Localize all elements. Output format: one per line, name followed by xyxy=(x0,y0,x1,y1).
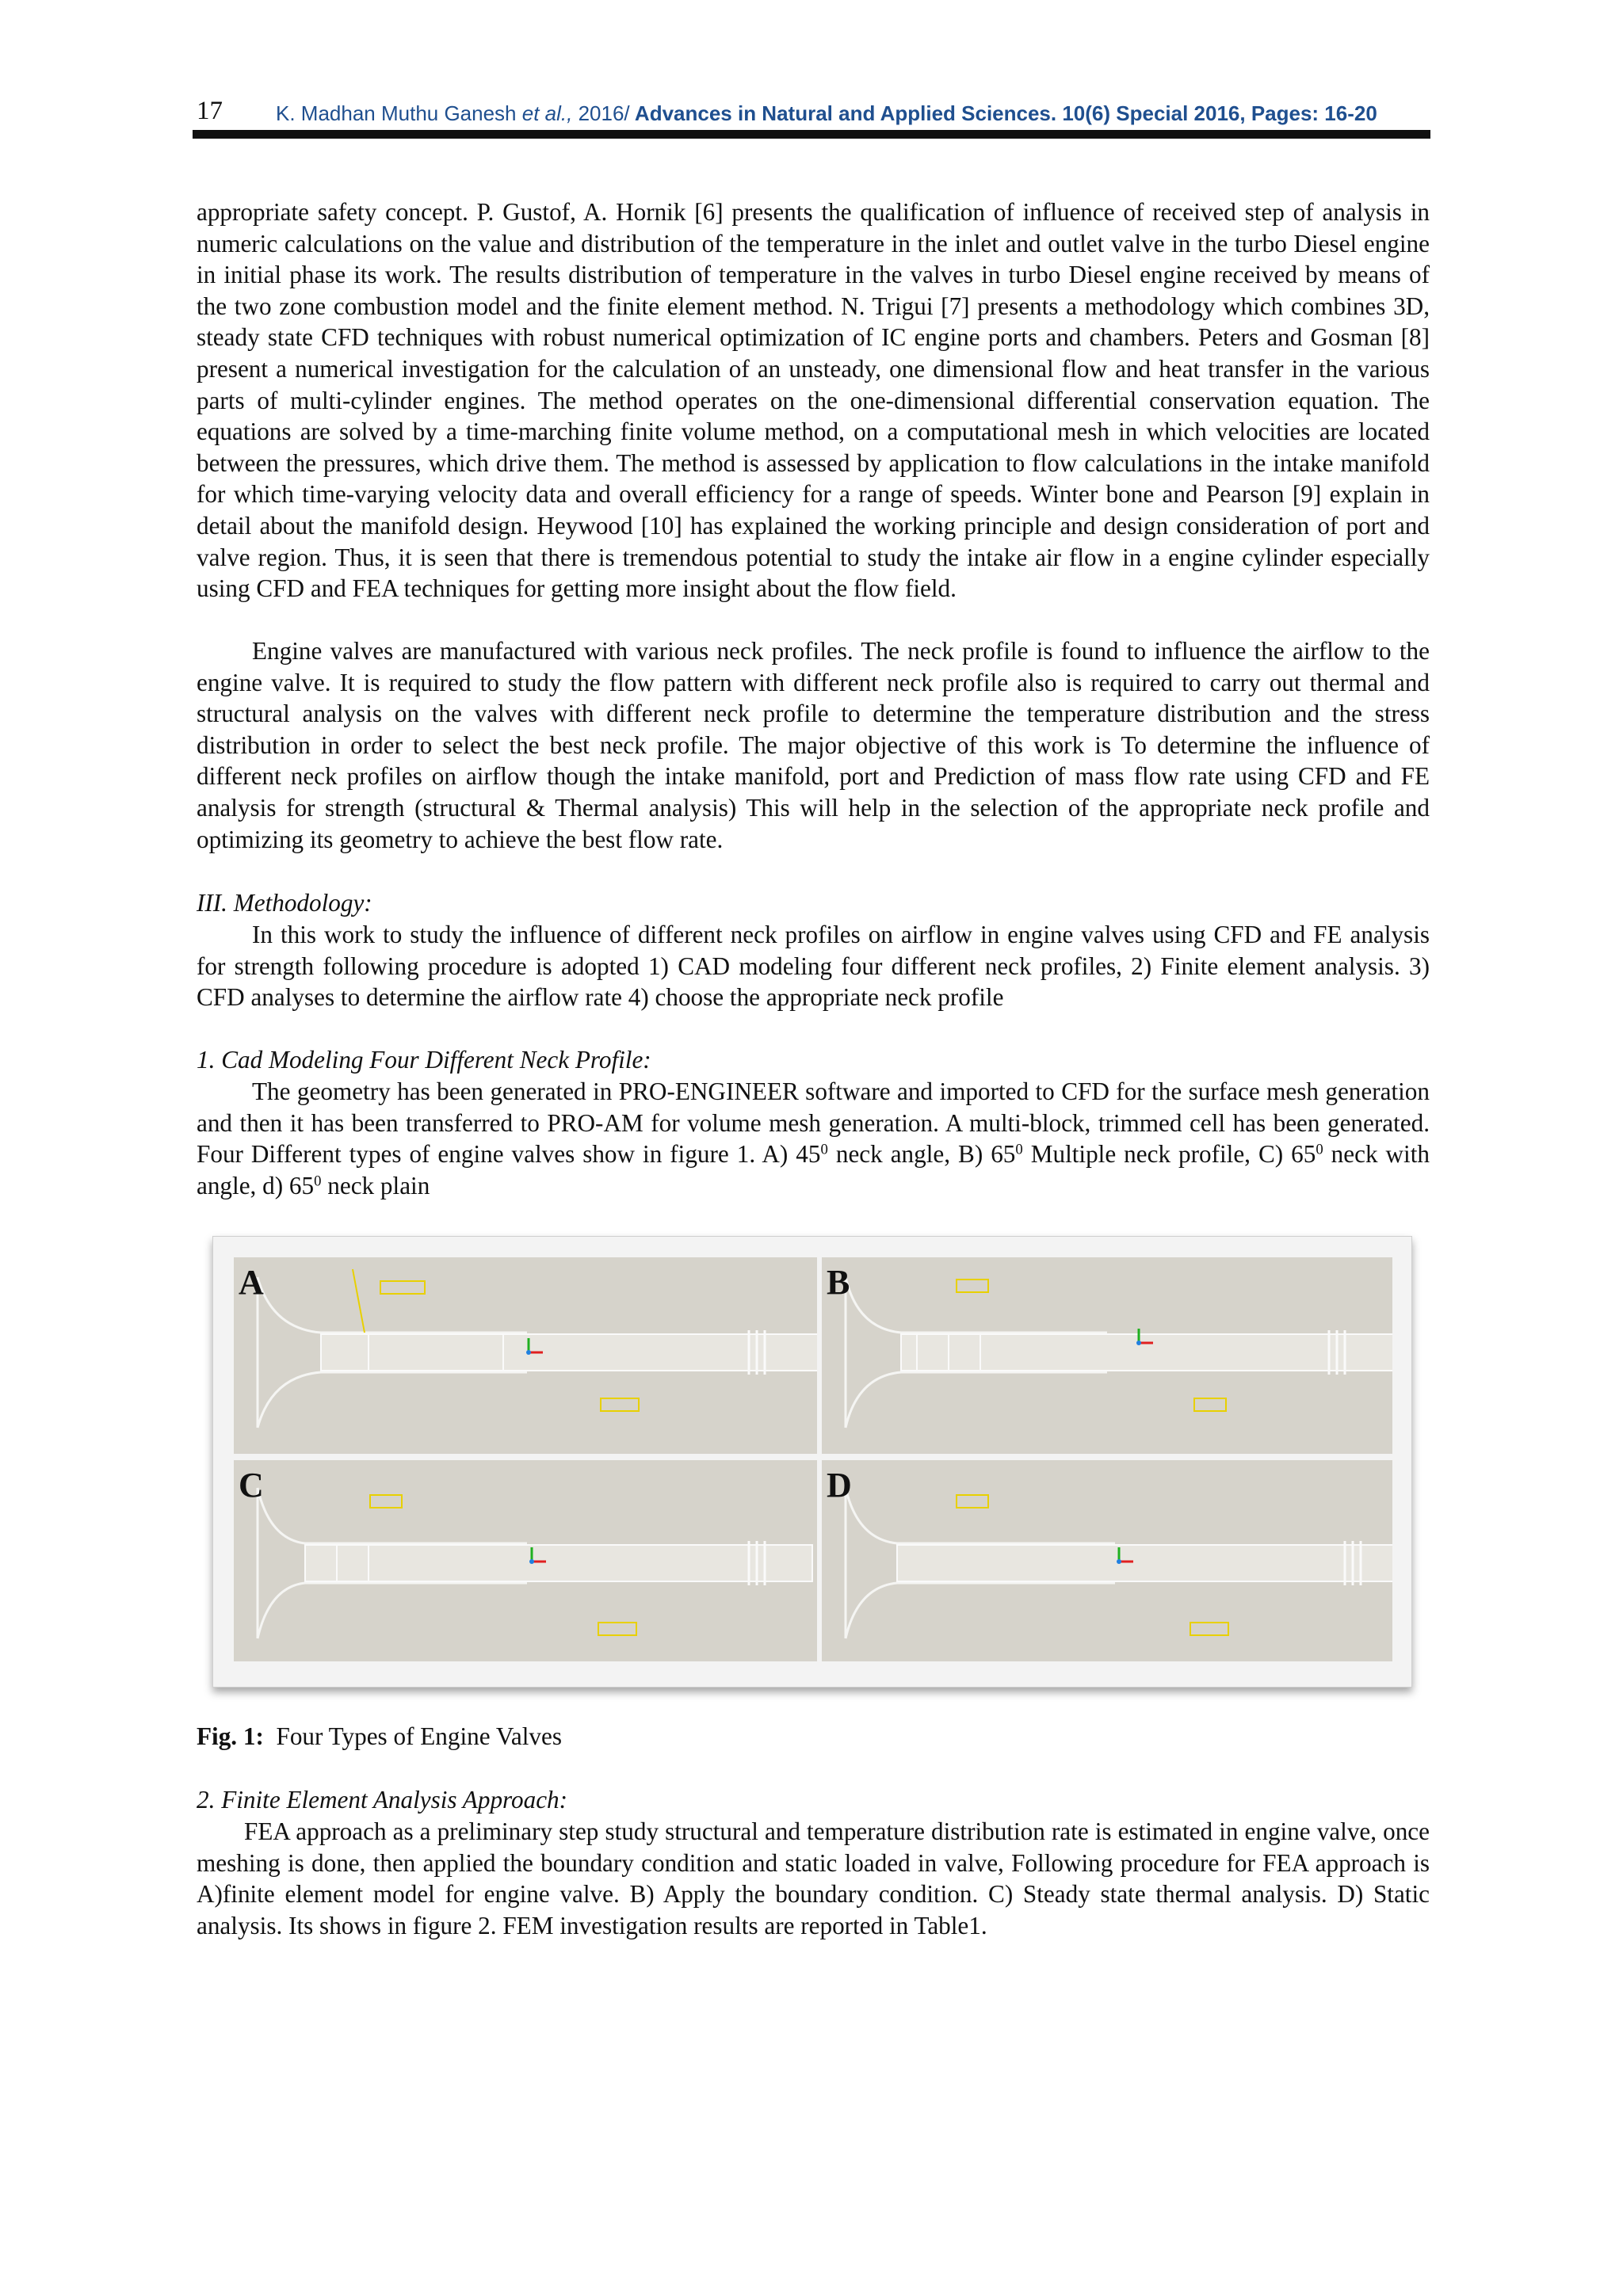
paragraph-methodology: In this work to study the influence of different neck profiles on airflow in engine valves using CFD and FE analysis for strength following procedure is adopted 1) CAD modeling four different neck profiles, 2) Finite element analysis. 3) CFD analyses to determine the airflow rate 4) choose the appropriate neck profile xyxy=(197,921,1430,1012)
figure-engine-valves xyxy=(212,1236,1412,1688)
degree-sup: 0 xyxy=(820,1141,828,1158)
paragraph-fea: FEA approach as a preliminary step study structural and temperature distribution rate is estimated in engine valve, once meshing is done, then applied the boundary condition and static loaded in valve, Following procedure for FEA approach is A)finite element model for engine valve. B) Apply the boundary condition. C) Steady state thermal analysis. D) Static analysis. Its shows in figure 2. FEM investigation results are reported in Table1. xyxy=(197,1817,1430,1939)
et-al: et al., xyxy=(521,101,573,125)
cad-text-1: The geometry has been generated in PRO-ENGINEER software and imported to CFD for the surface mesh generation and then it has been transferred to PRO-AM for volume mesh generation. A multi-block, trimmed cell has been generated. Four Different types of engine valves show in figure 1. A) 45 xyxy=(197,1077,1430,1169)
valve-drawing-a xyxy=(234,1257,817,1454)
running-header xyxy=(197,97,1433,135)
page-number: 17 xyxy=(197,97,223,125)
panel-label-b: B xyxy=(827,1263,850,1302)
valve-panel-c xyxy=(234,1460,817,1661)
valve-drawing-b xyxy=(822,1257,1392,1454)
valve-drawing-d xyxy=(822,1460,1392,1661)
heading-fea: 2. Finite Element Analysis Approach: xyxy=(197,1786,568,1814)
paragraph-cad-modeling xyxy=(197,1076,1430,1201)
running-title xyxy=(276,101,1377,126)
figure-caption xyxy=(197,1722,562,1751)
cad-text-5: neck plain xyxy=(321,1171,430,1199)
degree-sup: 0 xyxy=(1015,1141,1023,1158)
caption-label: Fig. 1: xyxy=(197,1722,264,1750)
valve-panel-b xyxy=(822,1257,1392,1454)
panel-label-d: D xyxy=(827,1466,852,1505)
degree-sup: 0 xyxy=(1316,1141,1323,1158)
valve-panel-a xyxy=(234,1257,817,1454)
cad-text-2: neck angle, B) 65 xyxy=(827,1140,1016,1169)
paragraph-neck-profiles: Engine valves are manufactured with various neck profiles. The neck profile is found to influence the airflow to the engine valve. It is required to study the flow pattern with different neck profile also is required to carry out thermal and structural analysis on the valves with different neck profile to determine the temperature distribution and the stress distribution in order to select the best neck profile. The major objective of this work is To determine the influence of different neck profiles on airflow though the intake manifold, port and Prediction of mass flow rate using CFD and FE analysis for strength (structural & Thermal analysis) This will help in the selection of the appropriate neck profile and optimizing its geometry to achieve the best flow rate. xyxy=(197,637,1430,853)
header-rule xyxy=(193,130,1430,139)
cad-text-4: neck with angle, d) 65 xyxy=(197,1140,1430,1199)
panel-label-c: C xyxy=(239,1466,264,1505)
heading-methodology: III. Methodology: xyxy=(197,889,372,917)
degree-sup: 0 xyxy=(314,1173,322,1190)
journal-title: Advances in Natural and Applied Sciences. 10(6) Special 2016, Pages: 16-20 xyxy=(629,101,1377,125)
valve-panel-d xyxy=(822,1460,1392,1661)
header-authors xyxy=(276,101,630,125)
paragraph-literature: appropriate safety concept. P. Gustof, A. Hornik [6] presents the qualification of influence of received step of analysis in numeric calculations on the value and distribution of the temperature in the inlet and outlet valve in the turbo Diesel engine in initial phase its work. The results distribution of temperature in the valves in turbo Diesel engine received by means of the two zone combustion model and the finite element method. N. Trigui [7] presents a methodology which combines 3D, steady state CFD techniques with robust numerical optimization of IC engine ports and chambers. Peters and Gosman [8] present a numerical investigation for the calculation of an unsteady, one dimensional flow and heat transfer in the various parts of multi-cylinder engines. The method operates on the one-dimensional differential conservation equation. The equations are solved by a time-marching finite volume method, on a computational mesh in which velocities are located between the pressures, which drive them. The method is assessed by application to flow calculations in the intake manifold for which time-varying velocity data and overall efficiency for a range of speeds. Winter bone and Pearson [9] explain in detail about the manifold design. Heywood [10] has explained the working principle and design consideration of port and valve region. Thus, it is seen that there is tremendous potential to study the intake air flow in a engine cylinder especially using CFD and FEA techniques for getting more insight about the flow field. xyxy=(197,198,1430,603)
valve-drawing-c xyxy=(234,1460,817,1661)
cad-text-3: Multiple neck profile, C) 65 xyxy=(1022,1140,1316,1169)
author-names: K. Madhan Muthu Ganesh xyxy=(276,101,517,125)
heading-cad-modeling: 1. Cad Modeling Four Different Neck Profile: xyxy=(197,1046,651,1074)
panel-label-a: A xyxy=(239,1263,264,1302)
header-year: 2016/ xyxy=(572,101,630,125)
caption-text: Four Types of Engine Valves xyxy=(263,1722,562,1750)
